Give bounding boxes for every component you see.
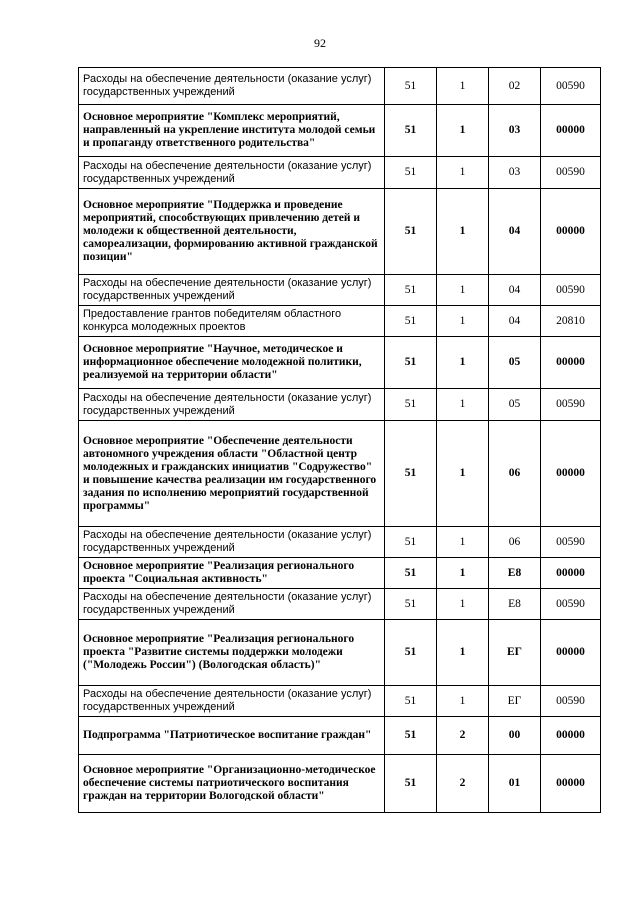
table-row: [79, 337, 601, 389]
row-code-1-cell: 51: [385, 105, 437, 157]
row-name-cell: Основное мероприятие "Обеспечение деятельности автономного учреждения области "Областной центр молодежных и гражданских инициатив "Содружество" и повышение качества реализации им государственного задания по исполнению мероприятий государственной программы": [79, 421, 385, 527]
row-name-cell: Подпрограмма "Патриотическое воспитание граждан": [79, 717, 385, 755]
row-code-3-cell: 00: [489, 717, 541, 755]
row-code-2-cell: 1: [437, 558, 489, 589]
row-code-2-cell: 1: [437, 275, 489, 306]
row-code-3-cell: 05: [489, 337, 541, 389]
row-code-3-cell: 04: [489, 189, 541, 275]
row-name-cell: Расходы на обеспечение деятельности (оказание услуг) государственных учреждений: [79, 389, 385, 421]
row-code-3-cell: 03: [489, 157, 541, 189]
row-code-1-cell: 51: [385, 686, 437, 717]
row-code-2-cell: 2: [437, 717, 489, 755]
row-code-4-cell: 20810: [541, 306, 601, 337]
row-code-2-cell: 1: [437, 620, 489, 686]
row-name-cell: Основное мероприятие "Комплекс мероприятий, направленный на укрепление института молодой семьи и пропаганду ответственного родительства": [79, 105, 385, 157]
row-code-3-cell: 06: [489, 527, 541, 558]
table-row: [79, 421, 601, 527]
row-code-1-cell: 51: [385, 755, 437, 813]
row-code-2-cell: 1: [437, 389, 489, 421]
row-code-4-cell: 00590: [541, 157, 601, 189]
row-code-3-cell: Е8: [489, 558, 541, 589]
table-row: [79, 686, 601, 717]
row-code-2-cell: 1: [437, 337, 489, 389]
row-code-2-cell: 1: [437, 68, 489, 105]
row-code-4-cell: 00590: [541, 389, 601, 421]
row-code-2-cell: 1: [437, 157, 489, 189]
row-code-1-cell: 51: [385, 389, 437, 421]
row-code-1-cell: 51: [385, 306, 437, 337]
row-code-1-cell: 51: [385, 717, 437, 755]
table-row: [79, 157, 601, 189]
table-row: [79, 558, 601, 589]
row-code-4-cell: 00000: [541, 717, 601, 755]
row-code-2-cell: 1: [437, 686, 489, 717]
row-code-2-cell: 1: [437, 306, 489, 337]
table-row: [79, 275, 601, 306]
row-code-4-cell: 00000: [541, 105, 601, 157]
row-code-3-cell: Е8: [489, 589, 541, 620]
row-code-4-cell: 00000: [541, 755, 601, 813]
table-row: [79, 755, 601, 813]
budget-classification-table: [78, 67, 601, 813]
row-code-4-cell: 00000: [541, 189, 601, 275]
row-name-cell: Предоставление грантов победителям областного конкурса молодежных проектов: [79, 306, 385, 337]
row-code-1-cell: 51: [385, 589, 437, 620]
table-row: [79, 105, 601, 157]
row-code-1-cell: 51: [385, 337, 437, 389]
table-row: [79, 306, 601, 337]
row-code-4-cell: 00000: [541, 558, 601, 589]
row-name-cell: Основное мероприятие "Поддержка и проведение мероприятий, способствующих привлечению детей и молодежи к общественной деятельности, самореализации, формированию активной гражданской позиции": [79, 189, 385, 275]
row-name-cell: Основное мероприятие "Реализация регионального проекта "Развитие системы поддержки молодежи ("Молодежь России") (Вологодская область)": [79, 620, 385, 686]
row-code-3-cell: 06: [489, 421, 541, 527]
row-code-2-cell: 1: [437, 589, 489, 620]
table-row: [79, 589, 601, 620]
row-name-cell: Расходы на обеспечение деятельности (оказание услуг) государственных учреждений: [79, 589, 385, 620]
table-row: [79, 189, 601, 275]
row-code-3-cell: 05: [489, 389, 541, 421]
row-name-cell: Расходы на обеспечение деятельности (оказание услуг) государственных учреждений: [79, 275, 385, 306]
row-code-3-cell: 02: [489, 68, 541, 105]
row-code-4-cell: 00590: [541, 686, 601, 717]
row-name-cell: Основное мероприятие "Научное, методическое и информационное обеспечение молодежной политики, реализуемой на территории области": [79, 337, 385, 389]
row-name-cell: Основное мероприятие "Организационно-методическое обеспечение системы патриотического воспитания граждан на территории Вологодской области": [79, 755, 385, 813]
table-row: [79, 389, 601, 421]
row-code-4-cell: 00000: [541, 421, 601, 527]
row-code-1-cell: 51: [385, 558, 437, 589]
row-code-3-cell: 01: [489, 755, 541, 813]
table-body: [79, 68, 601, 813]
page-number: 92: [314, 36, 326, 50]
row-name-cell: Расходы на обеспечение деятельности (оказание услуг) государственных учреждений: [79, 527, 385, 558]
row-code-4-cell: 00590: [541, 68, 601, 105]
row-code-2-cell: 1: [437, 527, 489, 558]
table-row: [79, 620, 601, 686]
row-code-1-cell: 51: [385, 275, 437, 306]
row-code-4-cell: 00000: [541, 620, 601, 686]
row-code-1-cell: 51: [385, 189, 437, 275]
row-code-2-cell: 1: [437, 421, 489, 527]
row-code-2-cell: 1: [437, 105, 489, 157]
row-code-1-cell: 51: [385, 527, 437, 558]
row-name-cell: Расходы на обеспечение деятельности (оказание услуг) государственных учреждений: [79, 157, 385, 189]
table-row: [79, 68, 601, 105]
row-code-1-cell: 51: [385, 68, 437, 105]
row-code-3-cell: ЕГ: [489, 620, 541, 686]
table-row: [79, 717, 601, 755]
row-code-1-cell: 51: [385, 620, 437, 686]
row-code-4-cell: 00000: [541, 337, 601, 389]
row-name-cell: Расходы на обеспечение деятельности (оказание услуг) государственных учреждений: [79, 686, 385, 717]
row-code-2-cell: 2: [437, 755, 489, 813]
row-name-cell: Расходы на обеспечение деятельности (оказание услуг) государственных учреждений: [79, 68, 385, 105]
row-code-1-cell: 51: [385, 157, 437, 189]
row-code-2-cell: 1: [437, 189, 489, 275]
row-code-4-cell: 00590: [541, 275, 601, 306]
row-code-4-cell: 00590: [541, 527, 601, 558]
table-row: [79, 527, 601, 558]
row-code-4-cell: 00590: [541, 589, 601, 620]
row-code-1-cell: 51: [385, 421, 437, 527]
row-code-3-cell: 04: [489, 275, 541, 306]
row-name-cell: Основное мероприятие "Реализация регионального проекта "Социальная активность": [79, 558, 385, 589]
row-code-3-cell: 04: [489, 306, 541, 337]
row-code-3-cell: 03: [489, 105, 541, 157]
row-code-3-cell: ЕГ: [489, 686, 541, 717]
